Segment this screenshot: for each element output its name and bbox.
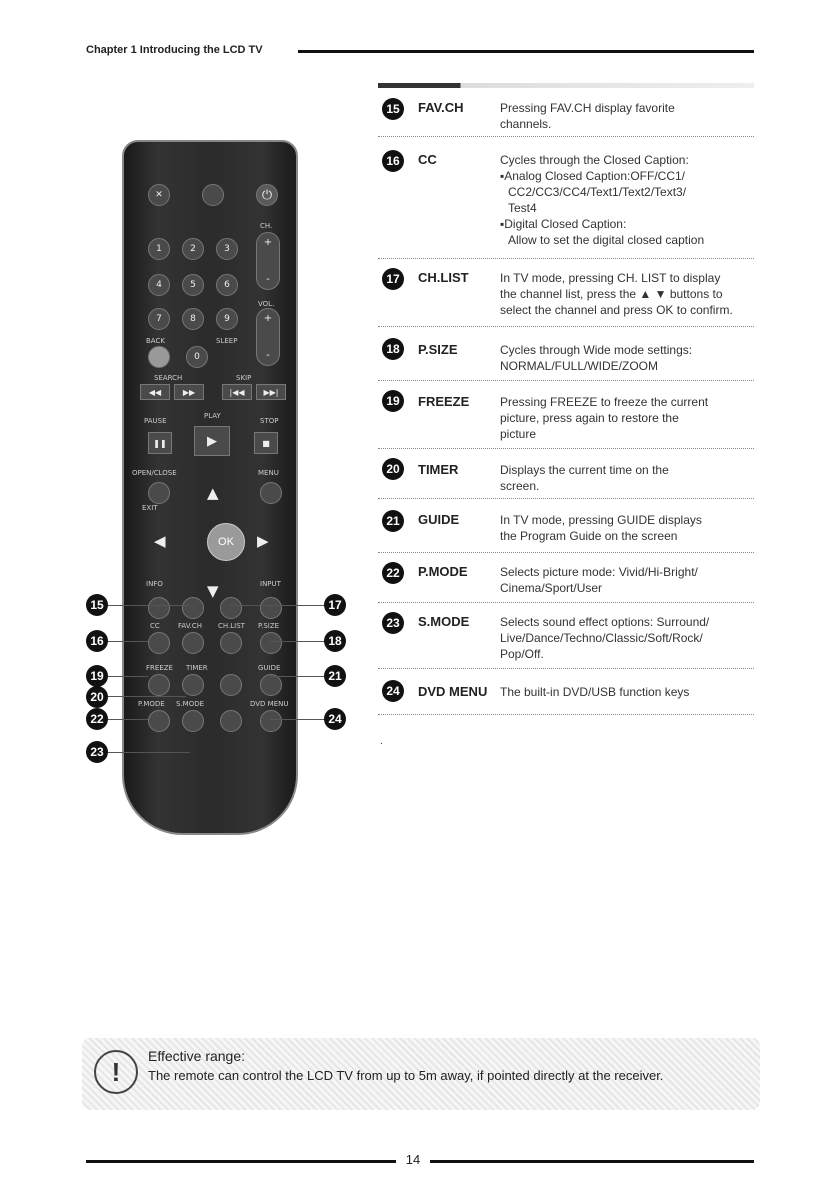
function-row <box>378 458 754 499</box>
row-description: Displays the current time on the screen. <box>500 463 669 493</box>
stop-icon: ■ <box>254 432 278 454</box>
timer-label: TIMER <box>186 664 208 672</box>
function-row <box>378 680 754 715</box>
callout-line <box>108 719 148 720</box>
row-key: CH.LIST <box>418 270 469 285</box>
up-arrow-icon: ▲ <box>207 484 219 502</box>
digit-button: 6 <box>216 274 238 296</box>
callout-19: 19 <box>86 665 108 687</box>
sleep-label: SLEEP <box>216 337 238 345</box>
p-size-label: P.SIZE <box>258 622 280 630</box>
vol-rocker: + - <box>256 308 280 366</box>
table-top-bar <box>378 83 754 88</box>
ch-rocker: + - <box>256 232 280 290</box>
cc-label: CC <box>150 622 160 630</box>
callout-15: 15 <box>86 594 108 616</box>
function-row <box>378 610 754 669</box>
mute-icon: ✕ <box>148 184 170 206</box>
row-number: 18 <box>382 338 404 360</box>
callout-20: 20 <box>86 686 108 708</box>
right-arrow-icon: ▶ <box>257 532 269 550</box>
rewind-icon: ◀◀ <box>140 384 170 400</box>
row-number: 16 <box>382 150 404 172</box>
pause-icon: ❚❚ <box>148 432 172 454</box>
row-number: 23 <box>382 612 404 634</box>
search-label: SEARCH <box>154 374 183 382</box>
function-row <box>378 338 754 381</box>
chapter-header: Chapter 1 Introducing the LCD TV <box>86 44 263 56</box>
callout-23: 23 <box>86 741 108 763</box>
callout-line <box>108 605 188 606</box>
row-description: Selects picture mode: Vivid/Hi-Bright/ Cinema/Sport/User <box>500 565 698 595</box>
row-description: The built-in DVD/USB function keys <box>500 685 690 699</box>
guide-label: GUIDE <box>258 664 281 672</box>
skip-back-icon: |◀◀ <box>222 384 252 400</box>
row-description: Selects sound effect options: Surround/ Live/Dance/Techno/Classic/Soft/Rock/ Pop/Off. <box>500 615 710 661</box>
freeze-label: FREEZE <box>146 664 173 672</box>
row-description: Pressing FAV.CH display favorite channels. <box>500 101 675 131</box>
s-mode-button <box>182 710 204 732</box>
callout-line <box>108 696 186 697</box>
callout-18: 18 <box>324 630 346 652</box>
callout-21: 21 <box>324 665 346 687</box>
stop-label: STOP <box>260 417 279 425</box>
function-row <box>378 390 754 449</box>
skip-label: SKIP <box>236 374 252 382</box>
blank-button <box>220 632 242 654</box>
fav-ch-label: FAV.CH <box>178 622 202 630</box>
s-mode-label: S.MODE <box>176 700 205 708</box>
callout-line <box>270 676 326 677</box>
back-button <box>148 346 170 368</box>
digit-button: 0 <box>186 346 208 368</box>
row-key: TIMER <box>418 462 459 477</box>
digit-button: 1 <box>148 238 170 260</box>
menu-button <box>260 482 282 504</box>
row-number: 17 <box>382 268 404 290</box>
back-label: BACK <box>146 337 165 345</box>
digit-button: 8 <box>182 308 204 330</box>
digit-button: 4 <box>148 274 170 296</box>
row-key: FREEZE <box>418 394 470 409</box>
note-body: The remote can control the LCD TV from up to 5m away, if pointed directly at the receiver. <box>148 1068 664 1083</box>
open-close-button <box>148 482 170 504</box>
footer-rule-left <box>86 1160 396 1163</box>
function-row <box>378 268 754 327</box>
stray-mark: . <box>380 736 383 747</box>
digit-button: 2 <box>182 238 204 260</box>
note-title: Effective range: <box>148 1048 246 1064</box>
page-number: 14 <box>405 1152 421 1167</box>
p-mode-button <box>148 710 170 732</box>
callout-line <box>230 605 326 606</box>
guide-button <box>260 674 282 696</box>
function-row <box>378 96 754 137</box>
dvd-menu-button <box>260 710 282 732</box>
down-arrow-icon: ▼ <box>207 582 219 600</box>
fav-ch-button <box>182 597 204 619</box>
exit-label: EXIT <box>142 504 158 512</box>
row-number: 15 <box>382 98 404 120</box>
digit-button: 5 <box>182 274 204 296</box>
row-description: Pressing FREEZE to freeze the current picture, press again to restore the picture <box>500 395 709 441</box>
row-number: 19 <box>382 390 404 412</box>
effective-range-note <box>82 1038 760 1110</box>
row-key: S.MODE <box>418 614 470 629</box>
vol-label: VOL. <box>258 300 275 308</box>
info-label: INFO <box>146 580 163 588</box>
info-button <box>148 597 170 619</box>
function-row <box>378 560 754 603</box>
callout-line <box>108 641 148 642</box>
left-arrow-icon: ◀ <box>154 532 166 550</box>
ok-button: OK <box>207 523 245 561</box>
open-close-label: OPEN/CLOSE <box>132 469 177 477</box>
header-rule <box>298 50 754 53</box>
callout-16: 16 <box>86 630 108 652</box>
callout-line <box>270 641 326 642</box>
digit-button: 3 <box>216 238 238 260</box>
p-mode-label: P.MODE <box>138 700 165 708</box>
blank-button <box>220 710 242 732</box>
timer-button <box>182 674 204 696</box>
input-label: INPUT <box>260 580 281 588</box>
row-number: 22 <box>382 562 404 584</box>
ch-list-button <box>220 597 242 619</box>
row-description: Cycles through the Closed Caption: ▪Analog Closed Caption:OFF/CC1/ CC2/CC3/CC4/Text1/Text2/Text3/ Test4 ▪Digital Closed Caption: Allow to set the digital closed caption <box>500 153 705 247</box>
callout-17: 17 <box>324 594 346 616</box>
menu-label: MENU <box>258 469 279 477</box>
skip-forward-icon: ▶▶| <box>256 384 286 400</box>
footer-rule-right <box>430 1160 754 1163</box>
callout-line <box>108 752 190 753</box>
row-key: FAV.CH <box>418 100 464 115</box>
row-key: P.SIZE <box>418 342 458 357</box>
power-icon: ⏻ <box>256 184 278 206</box>
row-key: DVD MENU <box>418 684 488 699</box>
exclamation-icon: ! <box>94 1050 138 1094</box>
row-key: GUIDE <box>418 512 460 527</box>
row-description: In TV mode, pressing GUIDE displays the Program Guide on the screen <box>500 513 702 543</box>
callout-24: 24 <box>324 708 346 730</box>
play-icon: ▶ <box>194 426 230 456</box>
row-description: Cycles through Wide mode settings: NORMAL/FULL/WIDE/ZOOM <box>500 343 693 373</box>
row-number: 24 <box>382 680 404 702</box>
freeze-button <box>148 674 170 696</box>
function-row <box>378 508 754 553</box>
cc-button <box>148 632 170 654</box>
pause-label: PAUSE <box>144 417 167 425</box>
digit-button: 7 <box>148 308 170 330</box>
row-key: CC <box>418 152 437 167</box>
callout-22: 22 <box>86 708 108 730</box>
blank-button <box>202 184 224 206</box>
input-button <box>260 597 282 619</box>
ch-label: CH. <box>260 222 273 230</box>
p-size-button <box>260 632 282 654</box>
play-label: PLAY <box>204 412 221 420</box>
ch-list-label: CH.LIST <box>218 622 245 630</box>
row-key: P.MODE <box>418 564 468 579</box>
callout-line <box>108 676 148 677</box>
dvd-menu-label: DVD MENU <box>250 700 289 708</box>
row-number: 20 <box>382 458 404 480</box>
blank-button <box>182 632 204 654</box>
row-number: 21 <box>382 510 404 532</box>
fast-forward-icon: ▶▶ <box>174 384 204 400</box>
blank-button <box>220 674 242 696</box>
digit-button: 9 <box>216 308 238 330</box>
remote-control-illustration <box>122 140 298 835</box>
function-row <box>378 148 754 259</box>
callout-line <box>270 719 326 720</box>
row-description: In TV mode, pressing CH. LIST to display the channel list, press the ▲ ▼ buttons to select the channel and press OK to confirm. <box>500 271 733 317</box>
